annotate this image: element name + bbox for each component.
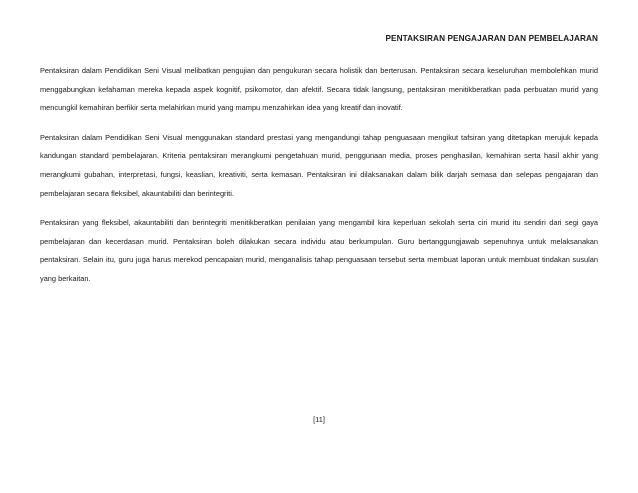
paragraph-3: Pentaksiran yang fleksibel, akauntabiliti dan berintegriti menitikberatkan penilaian yang mengambil kira keperluan sekolah serta ciri murid itu sendiri dari segi gaya pembelajaran dan kecerdasan murid. Pentaksiran boleh dilakukan secara individu atau berkumpulan. Guru bertanggungjawab sepenuhnya untuk melaksanakan pentaksiran. Selain itu, guru juga harus merekod pencapaian murid, menganalisis tahap penguasaan tersebut serta membuat laporan untuk membuat tindakan susulan yang berkaitan. — [40, 218, 598, 283]
body-text — [40, 62, 598, 300]
paragraph-1: Pentaksiran dalam Pendidikan Seni Visual melibatkan pengujian dan pengukuran secara holistik dan berterusan. Pentaksiran secara keseluruhan membolehkan murid menggabungkan kefahaman mereka kepada aspek kognitif, psikomotor, dan afektif. Secara tidak langsung, pentaksiran menitikberatkan pada perbuatan murid yang mencungkil kemahiran berfikir serta melahirkan murid yang mampu menzahirkan idea yang kreatif dan inovatif. — [40, 66, 598, 113]
page-number: [11] — [313, 415, 325, 424]
paragraph-2: Pentaksiran dalam Pendidikan Seni Visual menggunakan standard prestasi yang mengandungi tahap penguasaan mengikut tafsiran yang ditetapkan merujuk kepada kandungan standard pembelajaran. Kriteria pentaksiran merangkumi pengetahuan murid, penggunaan media, proses penghasilan, kemahiran serta hasil akhir yang merangkumi gubahan, interpretasi, fungsi, keaslian, kreativiti, serta kemasan. Pentaksiran ini dilaksanakan dalam bilik darjah semasa dan selepas pengajaran dan pembelajaran secara fleksibel, akauntabiliti dan berintegriti. — [40, 132, 598, 198]
page-heading: PENTAKSIRAN PENGAJARAN DAN PEMBELAJARAN — [385, 34, 598, 43]
